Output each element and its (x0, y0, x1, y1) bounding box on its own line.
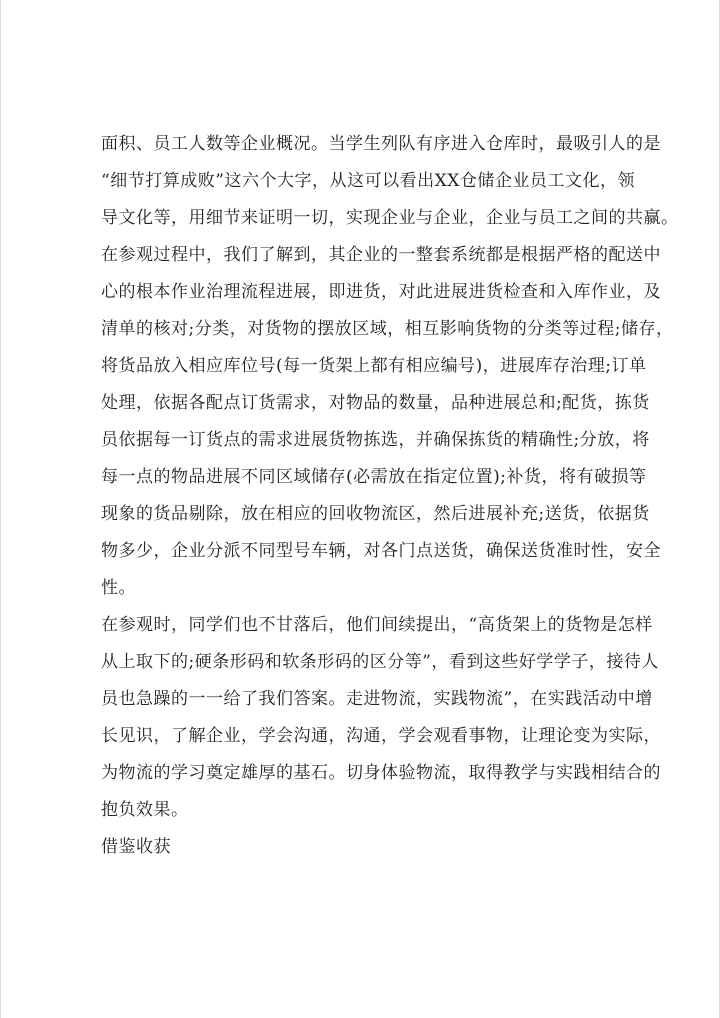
text-line: 将货品放入相应库位号(每一货架上都有相应编号)，进展库存治理;订单 (101, 356, 647, 376)
text-line: 抱负效果。 (101, 800, 189, 820)
text-line: 处理，依据各配点订货需求，对物品的数量，品种进展总和;配货，拣货 (101, 393, 650, 413)
text-line: 每一点的物品进展不同区域储存(必需放在指定位置);补货，将有破损等 (101, 467, 647, 487)
text-line: 面积、员工人数等企业概况。当学生列队有序进入仓库时，最吸引人的是 (101, 134, 661, 154)
text-line: 在参观时，同学们也不甘落后，他们间续提出，“高货架上的货物是怎样 (101, 615, 653, 635)
text-line: 员也急躁的一一给了我们答案。走进物流，实践物流”，在实践活动中增 (101, 689, 653, 709)
text-line: 员依据每一订货点的需求进展货物拣选，并确保拣货的精确性;分放，将 (101, 430, 650, 450)
text-line: 导文化等，用细节来证明一切，实现企业与企业，企业与员工之间的共赢。 (101, 208, 679, 228)
text-line: 从上取下的;硬条形码和软条形码的区分等”，看到这些好学学子，接待人 (101, 652, 659, 672)
paragraph-student-questions (101, 607, 661, 829)
text-line: 在参观过程中，我们了解到，其企业的一整套系统都是根据严格的配送中 (101, 245, 661, 265)
text-line: 现象的货品剔除，放在相应的回收物流区，然后进展补充;送货，依据货 (101, 504, 650, 524)
text-line: 长见识，了解企业，学会沟通，沟通，学会观看事物，让理论变为实际， (101, 726, 661, 746)
paragraph-visit-process (101, 237, 674, 607)
paragraph-company-overview (101, 126, 679, 237)
text-line: 心的根本作业治理流程进展，即进货，对此进展进货检查和入库作业，及 (101, 282, 661, 302)
text-line: “细节打算成败”这六个大字，从这可以看出XX仓储企业员工文化，领 (101, 171, 635, 191)
document-body (101, 126, 679, 866)
text-line: 为物流的学习奠定雄厚的基石。切身体验物流，取得教学与实践相结合的 (101, 763, 661, 783)
text-line: 性。 (101, 578, 136, 598)
section-heading: 借鉴收获 (101, 837, 171, 857)
text-line: 物多少，企业分派不同型号车辆，对各门点送货，确保送货准时性，安全 (101, 541, 661, 561)
text-line: 清单的核对;分类，对货物的摆放区域，相互影响货物的分类等过程;储存， (101, 319, 674, 339)
